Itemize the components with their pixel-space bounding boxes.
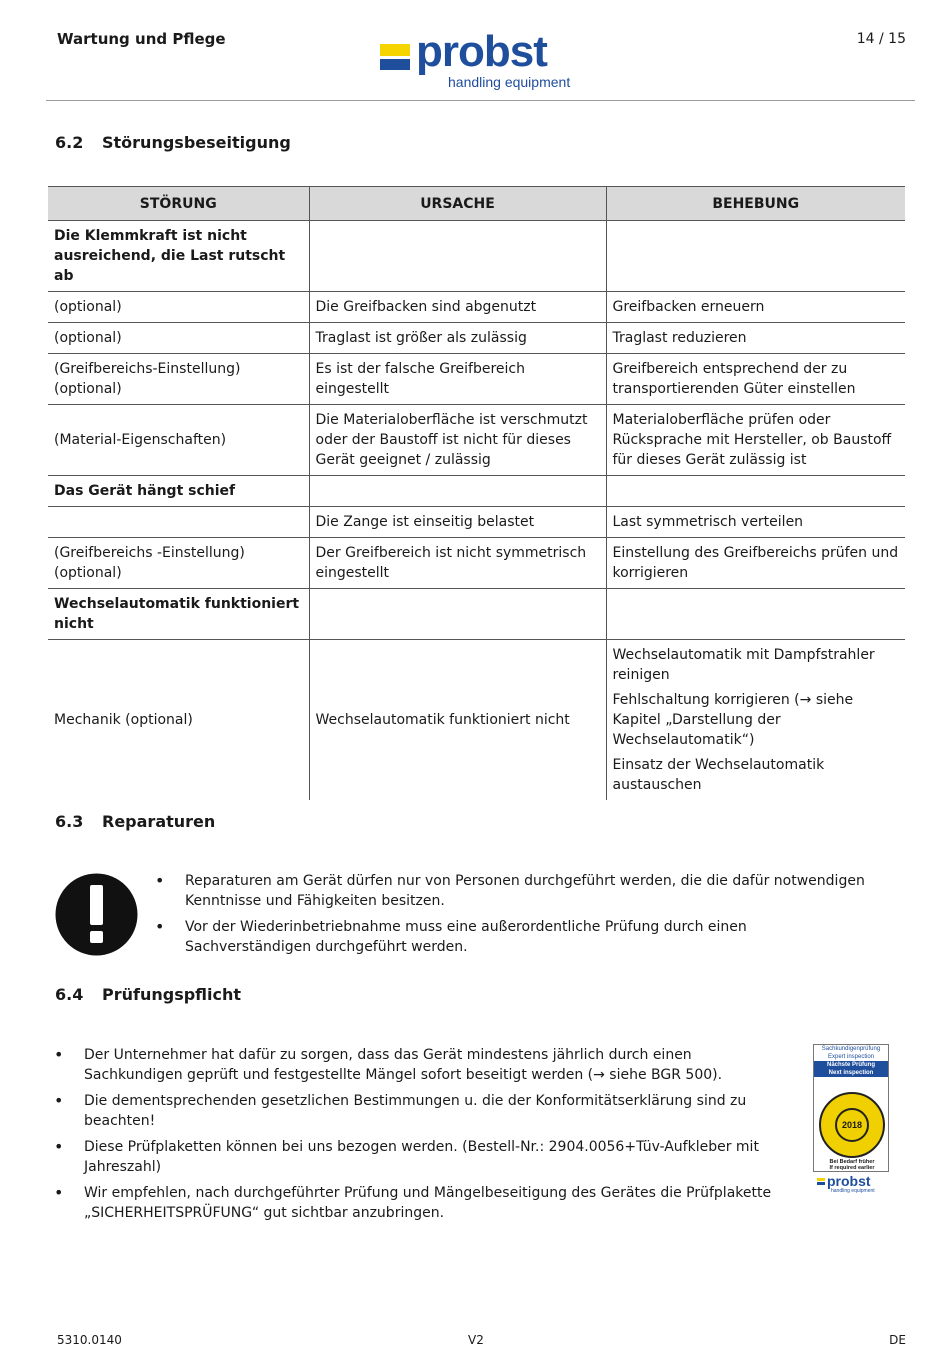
table-row: [48, 221, 905, 292]
table-row: [48, 640, 905, 801]
badge-logo-sub: handling equipment: [831, 1188, 875, 1194]
table-cell: [48, 507, 309, 538]
table-cell: Materialoberfläche prüfen oder Rücksprache mit Hersteller, ob Baustoff für dieses Gerät zulässig ist: [606, 405, 905, 476]
column-header: BEHEBUNG: [606, 187, 905, 221]
section-title: Prüfungspflicht: [102, 985, 242, 1004]
table-row: [48, 405, 905, 476]
badge-note-line: If required earlier: [829, 1165, 875, 1171]
badge-probst-logo: [817, 1174, 889, 1194]
table-cell: [309, 589, 606, 640]
section-number: 6.4: [55, 985, 84, 1004]
column-header: STÖRUNG: [48, 187, 309, 221]
table-cell: Greifbacken erneuern: [606, 292, 905, 323]
table-cell: (Material-Eigenschaften): [48, 405, 309, 476]
logo-subtitle: handling equipment: [448, 74, 571, 90]
table-row: [48, 538, 905, 589]
warning-exclamation-icon: [55, 873, 138, 956]
fault-table: [48, 186, 905, 800]
table-cell: (Greifbereichs -Einstellung) (optional): [48, 538, 309, 589]
table-row: [48, 476, 905, 507]
badge-panel: [813, 1044, 889, 1172]
table-cell: [309, 221, 606, 292]
section-number: 6.2: [55, 133, 84, 152]
table-row: [48, 292, 905, 323]
table-cell: [606, 589, 905, 640]
footer-language: DE: [889, 1333, 906, 1347]
column-header: URSACHE: [309, 187, 606, 221]
table-cell: Mechanik (optional): [48, 640, 309, 801]
list-item: • Der Unternehmer hat dafür zu sorgen, dass das Gerät mindestens jährlich durch einen Sachkundigen geprüft und festgestellte Mängel sofort beseitigt werden (→ siehe BGR 500).: [54, 1045, 794, 1085]
remedy-step: Fehlschaltung korrigieren (→ siehe Kapitel „Darstellung der Wechselautomatik“): [612, 692, 854, 748]
list-item: • Reparaturen am Gerät dürfen nur von Personen durchgeführt werden, die die dafür notwendigen Kenntnisse und Fähigkeiten besitzen.: [155, 871, 875, 911]
repair-bullet-list: [155, 871, 875, 963]
list-item: • Vor der Wiederinbetriebnahme muss eine außerordentliche Prüfung durch einen Sachverständigen durchgeführt werden.: [155, 917, 875, 957]
badge-text: Expert inspection: [827, 1054, 875, 1060]
table-cell: Der Greifbereich ist nicht symmetrisch eingestellt: [309, 538, 606, 589]
table-cell: Einstellung des Greifbereichs prüfen und korrigieren: [606, 538, 905, 589]
badge-note: [814, 1159, 890, 1171]
table-cell: Die Materialoberfläche ist verschmutzt oder der Baustoff ist nicht für dieses Gerät geeignet / zulässig: [309, 405, 606, 476]
table-cell: Last symmetrisch verteilen: [606, 507, 905, 538]
table-cell: Wechselautomatik funktioniert nicht: [48, 589, 309, 640]
table-header-row: [48, 187, 905, 221]
inspection-badge: [813, 1044, 889, 1194]
probst-logo: [378, 27, 598, 94]
seal-year: 2018: [835, 1108, 869, 1142]
table-cell: [309, 476, 606, 507]
remedy-step: Wechselautomatik mit Dampfstrahler reinigen: [612, 647, 875, 683]
table-cell: Die Zange ist einseitig belastet: [309, 507, 606, 538]
logo-word: probst: [416, 27, 547, 76]
section-heading-6-2: [55, 133, 291, 152]
table-row: [48, 323, 905, 354]
footer-doc-number: 5310.0140: [57, 1333, 122, 1347]
table-cell: Wechselautomatik funktioniert nicht: [309, 640, 606, 801]
header-divider: [46, 100, 915, 101]
badge-text: Nächste Prüfung: [814, 1061, 888, 1069]
table-cell: (Greifbereichs-Einstellung) (optional): [48, 354, 309, 405]
table-cell: Greifbereich entsprechend der zu transportierenden Güter einstellen: [606, 354, 905, 405]
list-item: • Die dementsprechenden gesetzlichen Bestimmungen u. die der Konformitätserklärung sind zu beachten!: [54, 1091, 794, 1131]
table-row: [48, 354, 905, 405]
badge-note-line: Bei Bedarf früher: [829, 1159, 875, 1165]
section-title: Reparaturen: [102, 812, 216, 831]
table-row: [48, 589, 905, 640]
table-cell: [606, 640, 905, 801]
table-cell: (optional): [48, 323, 309, 354]
table-cell: Die Klemmkraft ist nicht ausreichend, die Last rutscht ab: [48, 221, 309, 292]
inspection-bullet-list: [54, 1045, 794, 1229]
page-number: 14 / 15: [856, 31, 906, 47]
table-cell: [606, 476, 905, 507]
table-cell: Traglast ist größer als zulässig: [309, 323, 606, 354]
section-heading-6-4: [55, 985, 241, 1004]
section-number: 6.3: [55, 812, 84, 831]
table-cell: [606, 221, 905, 292]
table-cell: Es ist der falsche Greifbereich eingestellt: [309, 354, 606, 405]
table-row: [48, 507, 905, 538]
section-title: Störungsbeseitigung: [102, 133, 291, 152]
footer-version: V2: [468, 1333, 484, 1347]
remedy-step: Einsatz der Wechselautomatik austauschen: [612, 757, 825, 793]
badge-text: Sachkundigenprüfung: [821, 1046, 881, 1052]
table-cell: Die Greifbacken sind abgenutzt: [309, 292, 606, 323]
table-cell: Das Gerät hängt schief: [48, 476, 309, 507]
section-heading-6-3: [55, 812, 215, 831]
table-cell: (optional): [48, 292, 309, 323]
badge-logo-word: probst: [827, 1173, 871, 1189]
badge-text: Next inspection: [814, 1069, 888, 1077]
table-cell: Traglast reduzieren: [606, 323, 905, 354]
list-item: • Wir empfehlen, nach durchgeführter Prüfung und Mängelbeseitigung des Gerätes die Prüfplakette „SICHERHEITSPRÜFUNG“ gut sichtbar anzubringen.: [54, 1183, 794, 1223]
inspection-seal-icon: [819, 1092, 885, 1158]
header-title: Wartung und Pflege: [57, 30, 226, 48]
list-item: • Diese Prüfplaketten können bei uns bezogen werden. (Bestell-Nr.: 2904.0056+Tüv-Aufkleber mit Jahreszahl): [54, 1137, 794, 1177]
logo-mark-icon: [380, 44, 410, 70]
